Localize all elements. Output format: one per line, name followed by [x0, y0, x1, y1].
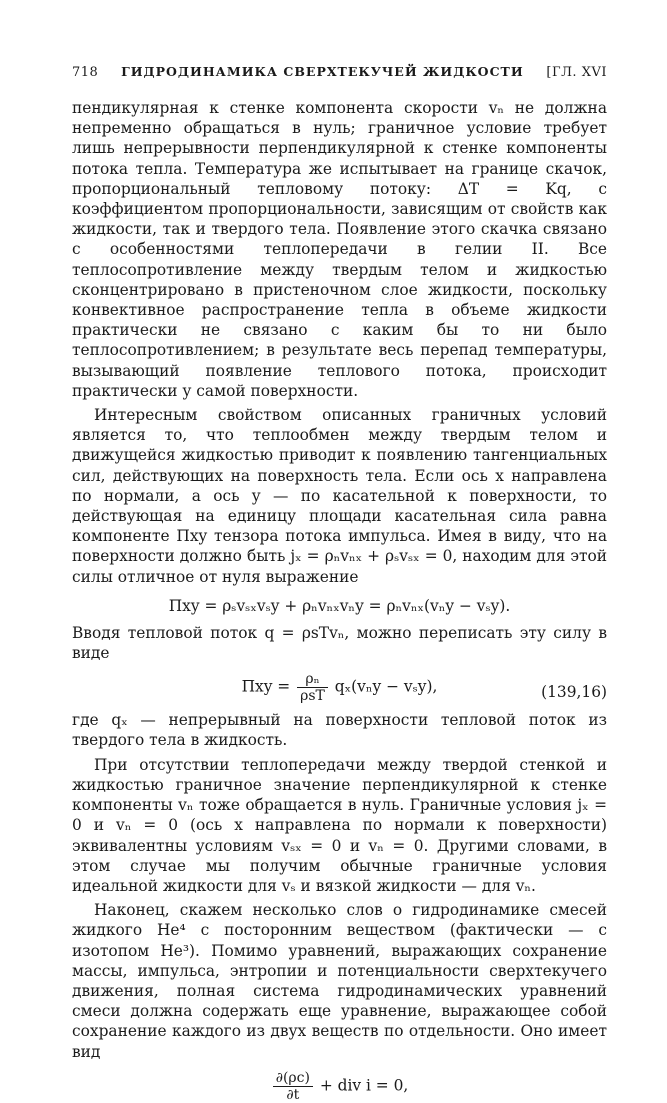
paragraph: Вводя тепловой поток q = ρsTvₙ, можно переписать эту силу в виде [72, 623, 607, 663]
paragraph: где qₓ — непрерывный на поверхности тепловой поток из твердого тела в жидкость. [72, 711, 607, 750]
equation-number: (139,16) [541, 683, 607, 702]
equation-fraction [273, 1070, 313, 1103]
equation-text: Πxy = ρₛvₛₓvₛy + ρₙvₙₓvₙy = ρₙvₙₓ(vₙy − vₛy). [168, 596, 511, 615]
equation-rhs: qₓ(vₙy − vₛy), [334, 677, 438, 696]
body-text [72, 98, 607, 1103]
fraction-denominator: ∂t [286, 1086, 300, 1103]
running-title: ГИДРОДИНАМИКА СВЕРХТЕКУЧЕЙ ЖИДКОСТИ [121, 64, 524, 79]
equation-continuity [72, 1070, 607, 1103]
paragraph: Интересным свойством описанных граничных условий является то, что теплообмен между твердым телом и движущейся жидкостью приводит к появлению тангенциальных сил, действующих на поверхность тела. Если ось x направлена по нормали, а ось y — по касательной к поверхности, то действующая на единицу площади касательная сила равна компоненте Πxy тензора потока импульса. Имея в виду, что на поверхности должно быть jₓ = ρₙvₙₓ + ρₛvₛₓ = 0, находим для этой силы отличное от нуля выражение [72, 406, 607, 586]
equation-pi-xy [72, 595, 607, 617]
page-number: 718 [72, 65, 99, 80]
equation-lhs: Πxy = [241, 677, 291, 696]
fraction-numerator: ρₙ [297, 671, 328, 688]
paragraph: Наконец, скажем несколько слов о гидродинамике смесей жидкого He⁴ с посторонним веществом (фактически — с изотопом He³). Помимо уравнений, выражающих сохранение массы, импульса, энтропии и потенциальности сверхтекучего движения, полная система гидродинамических уравнений смеси должна содержать еще уравнение, выражающее собой сохранение каждого из двух веществ по отдельности. Оно имеет вид [72, 901, 607, 1061]
chapter-label: [ГЛ. XVI [546, 65, 607, 80]
paragraph: При отсутствии теплопередачи между твердой стенкой и жидкостью граничное значение перпендикулярной к стенке компоненты vₙ тоже обращается в нуль. Граничные условия jₓ = 0 и vₙ = 0 (ось x направлена по нормали к поверхности) эквивалентны условиям vₛₓ = 0 и vₙ = 0. Другими словами, в этом случае мы получим обычные граничные условия идеальной жидкости для vₛ и вязкой жидкости — для vₙ. [72, 755, 607, 895]
fraction-numerator: ∂(ρc) [273, 1070, 313, 1087]
equation-rhs: + div i = 0, [319, 1076, 409, 1095]
paragraph: пендикулярная к стенке компонента скорости vₙ не должна непременно обращаться в нуль; граничное условие требует лишь непрерывности перпендикулярной к стенке компоненты потока тепла. Температура же испытывает на границе скачок, пропорциональный тепловому потоку: ΔT = Kq, с коэффициентом пропорциональности, зависящим от свойств как жидкости, так и твердого тела. Появление этого скачка связано с особенностями теплопередачи в гелии II. Все теплосопротивление между твердым телом и жидкостью сконцентрировано в пристеночном слое жидкости, поскольку конвективное распространение тепла в объеме жидкости практически не связано с каким бы то ни было теплосопротивлением; в результате весь перепад температуры, вызывающий появление теплового потока, происходит практически у самой поверхности. [72, 99, 607, 400]
fraction-denominator: ρsT [300, 688, 325, 705]
equation-fraction [297, 671, 328, 704]
running-head [72, 64, 607, 80]
equation-139-16 [72, 671, 607, 704]
